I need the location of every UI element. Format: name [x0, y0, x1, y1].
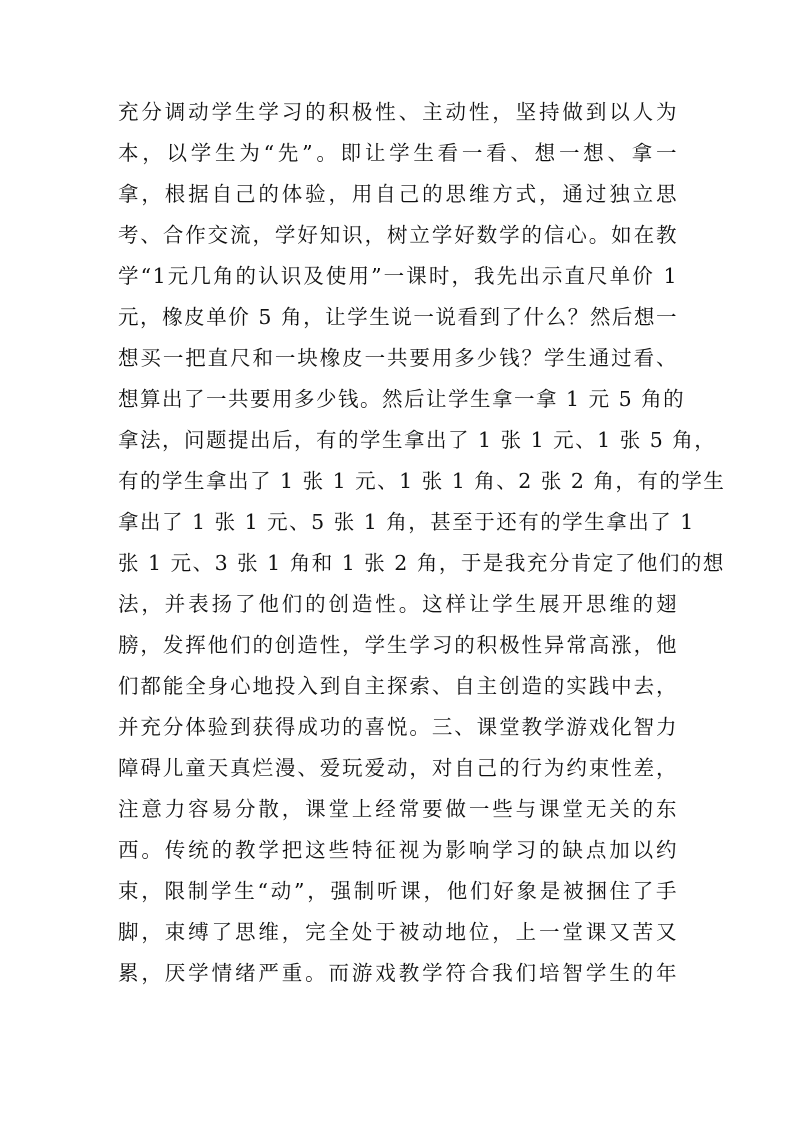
text-line-8: 想算出了一共要用多少钱。然后让学生拿一拿 1 元 5 角的	[118, 387, 686, 411]
text-line-17: 障碍儿童天真烂漫、爱玩爱动，对自己的行为约束性差，	[118, 756, 678, 780]
text-line-7: 想买一把直尺和一块橡皮一共要用多少钱？学生通过看、	[118, 346, 678, 370]
text-line-16: 并充分体验到获得成功的喜悦。三、课堂教学游戏化智力	[118, 715, 678, 739]
text-line-4: 考、合作交流，学好知识，树立学好数学的信心。如在教	[118, 223, 678, 247]
text-line-13: 法，并表扬了他们的创造性。这样让学生展开思维的翅	[118, 592, 678, 616]
text-line-5: 学“1元几角的认识及使用”一课时，我先出示直尺单价 1	[118, 264, 678, 288]
text-line-11: 拿出了 1 张 1 元、5 张 1 角，甚至于还有的学生拿出了 1	[118, 510, 695, 534]
text-line-10: 有的学生拿出了 1 张 1 元、1 张 1 角、2 张 2 角，有的学生	[118, 469, 726, 493]
text-line-3: 拿，根据自己的体验，用自己的思维方式，通过独立思	[118, 182, 678, 206]
text-line-2: 本，以学生为“先”。即让学生看一看、想一想、拿一	[118, 141, 678, 165]
text-line-21: 脚，束缚了思维，完全处于被动地位，上一堂课又苦又	[118, 920, 678, 944]
body-paragraph	[118, 92, 726, 994]
text-line-1: 充分调动学生学习的积极性、主动性，坚持做到以人为	[118, 100, 678, 124]
text-line-9: 拿法，问题提出后，有的学生拿出了 1 张 1 元、1 张 5 角，	[118, 428, 717, 452]
text-line-15: 们都能全身心地投入到自主探索、自主创造的实践中去，	[118, 674, 678, 698]
text-line-6: 元，橡皮单价 5 角，让学生说一说看到了什么？然后想一	[118, 305, 678, 329]
text-line-18: 注意力容易分散，课堂上经常要做一些与课堂无关的东	[118, 797, 678, 821]
text-line-12: 张 1 元、3 张 1 角和 1 张 2 角，于是我充分肯定了他们的想	[118, 551, 725, 575]
text-line-22: 累，厌学情绪严重。而游戏教学符合我们培智学生的年	[118, 961, 678, 985]
text-line-14: 膀，发挥他们的创造性，学生学习的积极性异常高涨，他	[118, 633, 678, 657]
text-line-20: 束，限制学生“动”，强制听课，他们好象是被捆住了手	[118, 879, 678, 903]
text-line-19: 西。传统的教学把这些特征视为影响学习的缺点加以约	[118, 838, 678, 862]
